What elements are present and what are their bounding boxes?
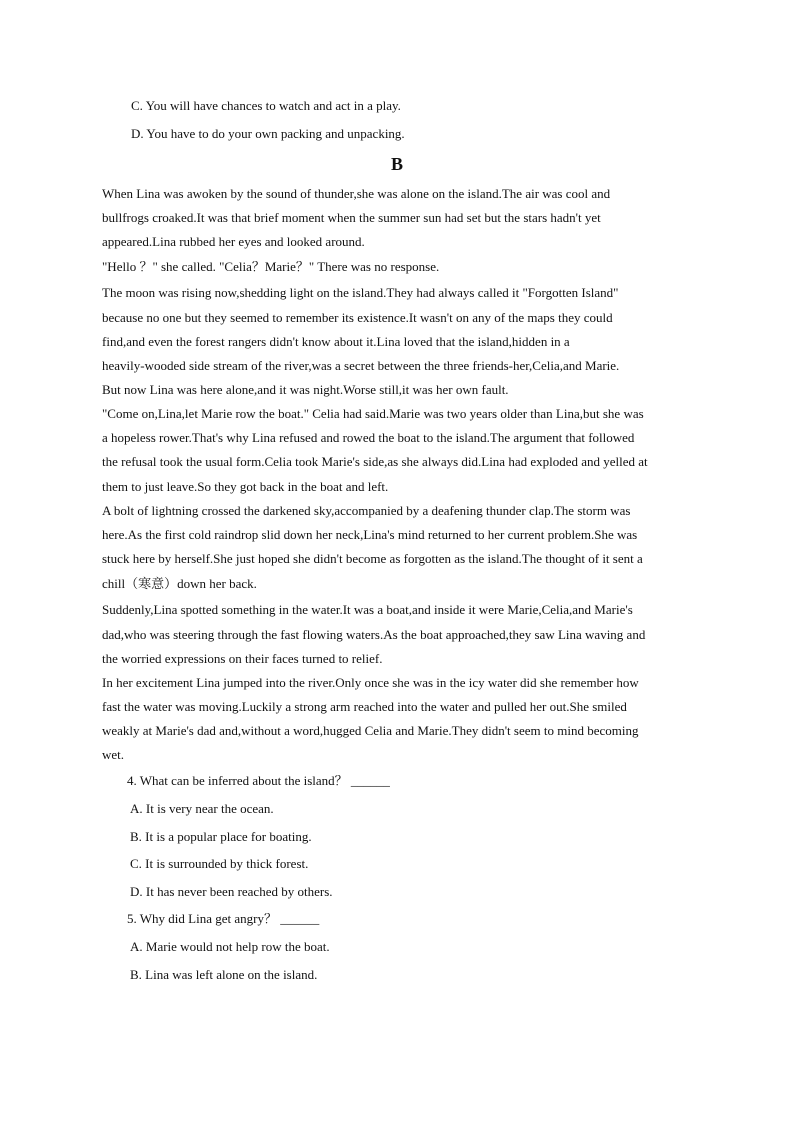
passage-line: bullfrogs croaked.It was that brief moment when the summer sun had set but the stars hadn't yet: [102, 210, 601, 225]
option-c-prev: C. You will have chances to watch and act in a play.: [131, 98, 401, 113]
passage-line: fast the water was moving.Luckily a strong arm reached into the water and pulled her out.She smiled: [102, 699, 627, 714]
passage-line: the worried expressions on their faces turned to relief.: [102, 651, 383, 666]
passage-line: The moon was rising now,shedding light on the island.They had always called it "Forgotten Island": [102, 285, 619, 300]
passage-line: heavily-wooded side stream of the river,was a secret between the three friends-her,Celia,and Marie.: [102, 358, 620, 373]
question-stem: 4. What can be inferred about the island？ ______: [127, 773, 390, 788]
passage-line: "Hello ？" she called. "Celia？Marie？" There was no response.: [102, 259, 440, 274]
passage-line: because no one but they seemed to remember its existence.It wasn't on any of the maps they could: [102, 310, 613, 325]
passage-line: Suddenly,Lina spotted something in the water.It was a boat,and inside it were Marie,Celia,and Marie's: [102, 602, 633, 617]
passage-line: stuck here by herself.She just hoped she didn't become as forgotten as the island.The thought of it sent a: [102, 551, 643, 566]
passage-line: A bolt of lightning crossed the darkened sky,accompanied by a deafening thunder clap.The storm was: [102, 503, 631, 518]
passage-line: dad,who was steering through the fast flowing waters.As the boat approached,they saw Lina waving and: [102, 627, 646, 642]
question-option: B. Lina was left alone on the island.: [130, 967, 318, 982]
passage-line: them to just leave.So they got back in the boat and left.: [102, 479, 389, 494]
passage-line: "Come on,Lina,let Marie row the boat." Celia had said.Marie was two years older than Lina,but she was: [102, 406, 644, 421]
passage-line: In her excitement Lina jumped into the river.Only once she was in the icy water did she remember how: [102, 675, 639, 690]
question-option: B. It is a popular place for boating.: [130, 829, 312, 844]
question-option: D. It has never been reached by others.: [130, 884, 333, 899]
passage-line: the refusal took the usual form.Celia took Marie's side,as she always did.Lina had exploded and yelled at: [102, 454, 648, 469]
question-option: A. Marie would not help row the boat.: [130, 939, 330, 954]
question-stem: 5. Why did Lina get angry？ ______: [127, 911, 320, 926]
passage-line: here.As the first cold raindrop slid down her neck,Lina's mind returned to her current problem.She was: [102, 527, 638, 542]
passage-line: find,and even the forest rangers didn't know about it.Lina loved that the island,hidden in a: [102, 334, 570, 349]
passage-line: But now Lina was here alone,and it was night.Worse still,it was her own fault.: [102, 382, 509, 397]
passage-line: wet.: [102, 747, 125, 762]
passage-line: chill（寒意）down her back.: [102, 576, 257, 591]
question-option: A. It is very near the ocean.: [130, 801, 274, 816]
question-option: C. It is surrounded by thick forest.: [130, 856, 309, 871]
passage-line: When Lina was awoken by the sound of thunder,she was alone on the island.The air was cool and: [102, 186, 611, 201]
passage-line: weakly at Marie's dad and,without a word,hugged Celia and Marie.They didn't seem to mind becoming: [102, 723, 639, 738]
section-title: B: [390, 154, 403, 174]
passage-line: a hopeless rower.That's why Lina refused and rowed the boat to the island.The argument that followed: [102, 430, 635, 445]
option-d-prev: D. You have to do your own packing and unpacking.: [131, 126, 405, 141]
passage-line: appeared.Lina rubbed her eyes and looked around.: [102, 234, 365, 249]
